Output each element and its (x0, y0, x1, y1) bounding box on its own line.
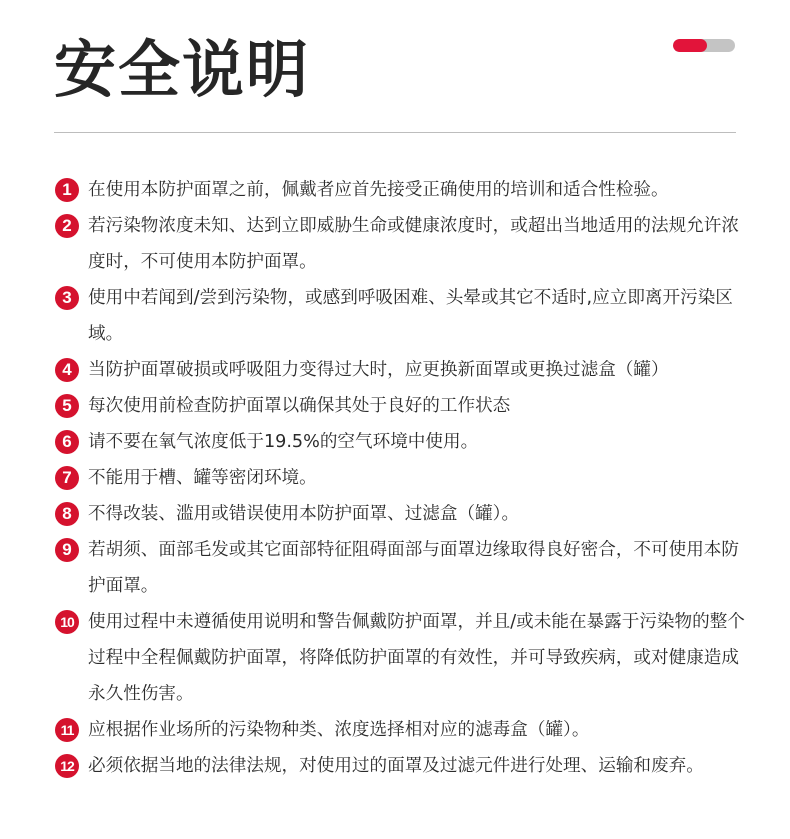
number-badge: 10 (55, 610, 79, 634)
number-badge: 6 (55, 430, 79, 454)
number-badge: 5 (55, 394, 79, 418)
list-item (55, 604, 755, 712)
list-item (55, 388, 755, 424)
list-item (55, 352, 755, 388)
list-item (55, 172, 755, 208)
title-divider (54, 132, 736, 133)
list-item (55, 208, 755, 280)
list-item (55, 712, 755, 748)
list-item-text: 请不要在氧气浓度低于19.5%的空气环境中使用。 (88, 432, 479, 452)
list-item-text: 不能用于槽、罐等密闭环境。 (88, 468, 317, 488)
list-item-text: 应根据作业场所的污染物种类、浓度选择相对应的滤毒盒（罐）。 (88, 720, 590, 740)
list-item-text: 每次使用前检查防护面罩以确保其处于良好的工作状态 (88, 396, 511, 416)
number-badge: 9 (55, 538, 79, 562)
list-item (55, 748, 755, 784)
list-item-text: 必须依据当地的法律法规，对使用过的面罩及过滤元件进行处理、运输和废弃。 (88, 756, 704, 776)
safety-instructions-list (55, 172, 755, 784)
list-item-text: 使用中若闻到/尝到污染物，或感到呼吸困难、头晕或其它不适时,应立即离开污染区域。 (88, 288, 733, 344)
list-item (55, 532, 755, 604)
list-item (55, 424, 755, 460)
list-item-text: 不得改装、滥用或错误使用本防护面罩、过滤盒（罐）。 (88, 504, 520, 524)
page-title: 安全说明 (54, 33, 311, 106)
number-badge: 3 (55, 286, 79, 310)
list-item-text: 若污染物浓度未知、达到立即威胁生命或健康浓度时，或超出当地适用的法规允许浓度时，不可使用本防护面罩。 (88, 216, 739, 272)
list-item (55, 280, 755, 352)
number-badge: 4 (55, 358, 79, 382)
number-badge: 1 (55, 178, 79, 202)
list-item-text: 使用过程中未遵循使用说明和警告佩戴防护面罩，并且/或未能在暴露于污染物的整个过程中全程佩戴防护面罩，将降低防护面罩的有效性，并可导致疾病，或对健康造成永久性伤害。 (88, 612, 745, 704)
number-badge: 8 (55, 502, 79, 526)
number-badge: 12 (55, 754, 79, 778)
number-badge: 2 (55, 214, 79, 238)
accent-pill-decoration (673, 39, 735, 52)
number-badge: 7 (55, 466, 79, 490)
list-item-text: 在使用本防护面罩之前，佩戴者应首先接受正确使用的培训和适合性检验。 (88, 180, 669, 200)
list-item-text: 若胡须、面部毛发或其它面部特征阻碍面部与面罩边缘取得良好密合，不可使用本防护面罩。 (88, 540, 739, 596)
list-item-text: 当防护面罩破损或呼吸阻力变得过大时，应更换新面罩或更换过滤盒（罐） (88, 360, 669, 380)
number-badge: 11 (55, 718, 79, 742)
accent-pill-fill (673, 39, 707, 52)
list-item (55, 496, 755, 532)
list-item (55, 460, 755, 496)
